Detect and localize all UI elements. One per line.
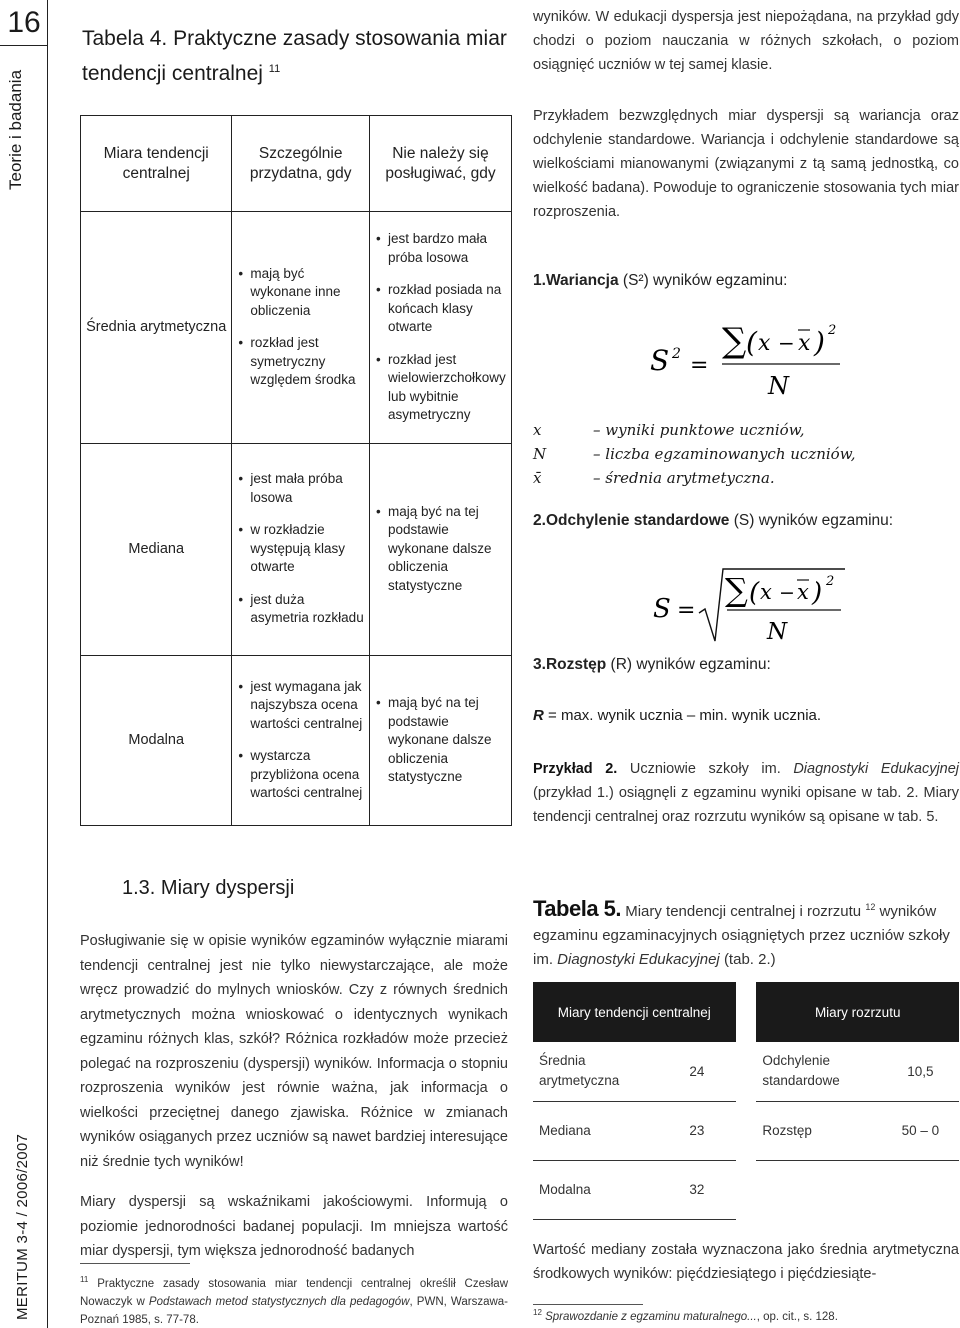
table4-row [81,655,512,826]
table5-cell-label: Rozstęp [756,1101,881,1160]
table5-cell-value: 23 [658,1101,735,1160]
section-name: Teorie i badania [6,69,25,190]
heading-symbol: (S²) [622,272,649,289]
table5-header-spread: Miary rozrzutu [756,982,959,1042]
table5-cell-value: 50 – 0 [882,1101,959,1160]
list-item: • jest wymagana jak najszybsza ocena wartości centralnej [236,678,365,734]
table5 [533,982,959,1220]
footnote-number: 12 [533,1308,542,1317]
heading-number: 2. [533,512,546,529]
std-heading [533,512,893,530]
legend [533,418,856,490]
heading-bold: Wariancja [545,272,619,289]
table5-cell-value: 10,5 [882,1042,959,1101]
table5-header-row [533,982,959,1042]
formula-N: N [768,372,789,400]
table4-header-row [81,116,512,212]
table4-row [81,443,512,655]
footnote-12 [533,1308,838,1323]
heading-number: 3. [533,656,546,673]
formula-lhs: S [653,594,671,624]
legend-desc: – wyniki punktowe uczniów, [593,421,805,439]
paren: ) [812,578,823,608]
sigma-symbol: ∑ [725,571,748,609]
table4-measure: Modalna [81,655,232,826]
table-row [533,1160,959,1219]
left-rail [0,0,48,1328]
formula-exponent: 2 [672,346,681,362]
table4-useful-cell [232,443,370,655]
paren: ( [746,326,757,359]
section-heading: 1.3. Miary dyspersji [122,877,295,899]
table4-avoid-cell [369,212,511,444]
journal-name: MERITUM 3-4 / 2006/2007 [14,1133,31,1320]
table5-cell-label: Mediana [533,1101,658,1160]
table4-avoid-cell [369,655,511,826]
example-italic: Diagnostyki Edukacyjnej [793,761,960,777]
column-gap [736,982,757,1042]
equals-sign: = [677,598,696,623]
legend-symbol: x [533,421,542,439]
equals-sign: = [690,353,709,378]
table4-header-avoid: Nie należy się posługiwać, gdy [369,116,511,212]
table5-caption-text: Miary tendencji centralnej i rozrzutu [625,903,862,920]
paren: ) [814,326,825,359]
heading-number: 1. [533,272,546,289]
paragraph: Przykładem bezwzględnych miar dyspersji są wariancja oraz odchylenie standardowe. Wariancja i odchylenie standardowe są wielkościami mianowanymi (związanymi z tą samą jednostką, co wielkość badana). Powoduje to ograniczenie stosowania tych miar rozproszenia. [533,108,959,220]
list-item: • jest bardzo mała próba losowa [374,230,507,267]
table4-measure: Mediana [81,443,232,655]
variance-heading [533,272,787,290]
table5-cell-label: Odchylenie standardowe [756,1042,881,1101]
heading-bold: Odchylenie standardowe [545,512,730,529]
legend-item [533,466,856,490]
list-item: • jest mała próba losowa [236,470,365,507]
range-symbol: R [533,707,544,724]
paragraph: Wartość mediany została wyznaczona jako średnia arytmetyczna środkowych wyników: pięćdziesiątego i pięćdziesiąte- [533,1242,959,1282]
table4-measure: Średnia arytmetyczna [81,212,232,444]
formula-minus: − [779,582,795,604]
example-text: Uczniowie szkoły im. [629,761,781,777]
range-definition [533,707,821,724]
range-text: = max. wynik ucznia – min. wynik ucznia. [548,707,822,724]
footnote-divider [533,1304,643,1305]
table5-caption-text: wyników egzaminu egzaminacyjnych osiągniętych przez uczniów szkoły im. [533,903,950,968]
table-row [533,1101,959,1160]
legend-desc: – liczba egzaminowanych uczniów, [593,445,856,463]
example-label: Przykład 2. [533,761,618,777]
example-text: (przykład 1.) osiągnęli z egzaminu wyniki opisane w tab. 2. Miary tendencji centralnej oraz rozrzutu wyników są opisane w tab. 5. [533,785,959,825]
footnote-text: Praktyczne zasady stosowania miar tendencji centralnej określił Czesław Nowaczyk w [80,1277,508,1308]
paragraph: Posługiwanie się w opisie wyników egzaminów wyłącznie miarami tendencji centralnej jest nie tylko niewystarczające, ale może wręcz prowadzić do mylnych wniosków. Czy z równych średnich arytmetycznych można wnioskować o identycznych wynikach egzaminu różnych klas, szkół? Różnica rozkładów może przecież polegać na rozproszeniu (dyspersji) wyników. Informacja o stopniu rozproszenia wyników jest równie ważna, jak informacja o wielkości przeciętnej danego zjawiska. Różnice w zmianach wyników osiąganych przez uczniów są nawet bardziej interesujące niż średnie tych wyników! [80,933,508,1170]
table4-row [81,212,512,444]
legend-desc: – średnia arytmetyczna. [593,469,775,487]
legend-item [533,442,856,466]
formula-xbar: x [798,331,811,356]
formula-exponent: 2 [828,323,837,338]
table4-useful-cell [232,212,370,444]
table5-cell-label [756,1160,881,1219]
useful-list [236,265,365,390]
avoid-list [374,230,507,425]
sigma-symbol: ∑ [722,321,747,361]
formula-xbar: x [797,580,809,604]
column-gap [736,1101,757,1160]
table5-cell-label: Średnia arytmetyczna [533,1042,658,1101]
footnote-text: , op. cit., s. 128. [756,1310,838,1323]
legend-symbol: N [533,445,547,463]
list-item: • w rozkładzie występują klasy otwarte [236,521,365,577]
table4-useful-cell [232,655,370,826]
table5-label: Tabela 5. [533,896,622,921]
list-item: • rozkład jest symetryczny względem środka [236,334,365,390]
table5-cell-value: 32 [658,1160,735,1219]
footnote-ref-11[interactable]: 11 [268,63,281,75]
heading-symbol: (R) [610,656,633,673]
list-item: • wystarcza przybliżona ocena wartości centralnej [236,747,365,803]
heading-bold: Rozstęp [545,656,607,673]
table5-caption [533,895,959,972]
useful-list [236,470,365,628]
footnote-11 [80,1271,508,1328]
table4-caption-text: Praktyczne zasady stosowania miar tendencji centralnej [82,27,507,85]
table4-label: Tabela 4. [82,27,168,50]
paragraph: Miary dyspersji są wskaźnikami jakościowymi. Informują o poziomie jednorodności badanej populacji. Im mniejsza wartość miar dyspersji, tym większa jednorodność badanych [80,1194,508,1259]
footnote-ref-12[interactable]: 12 [865,902,876,912]
heading-rest: wyników egzaminu: [758,512,894,529]
table-row [533,1042,959,1101]
table4-caption [82,24,512,89]
list-item: • mają być wykonane inne obliczenia [236,265,365,321]
formula-minus: − [778,331,795,355]
table4 [80,115,512,826]
page-number: 16 [0,0,48,46]
example-paragraph [533,757,959,829]
column-gap [736,1042,757,1101]
avoid-list [374,503,507,596]
table5-caption-text: (tab. 2.) [723,951,776,968]
legend-item [533,418,856,442]
table4-header-useful: Szczególnie przydatna, gdy [232,116,370,212]
list-item: • jest duża asymetria rozkładu [236,591,365,628]
heading-rest: wyników egzaminu: [653,272,788,289]
std-formula [645,555,855,645]
list-item: • rozkład posiada na końcach klasy otwarte [374,281,507,337]
useful-list [236,678,365,803]
paragraph: wyników. W edukacji dyspersja jest niepożądana, na przykład gdy chodzi o poziom nauczania w różnych szkołach, o poziom osiągnięć uczniów w tej samej klasie. [533,9,959,73]
footnote-title: Sprawozdanie z egzaminu maturalnego... [545,1310,757,1323]
formula-N: N [767,619,788,645]
list-item: • rozkład jest wielowierzchołkowy lub wybitnie asymetryczny [374,351,507,425]
heading-symbol: (S) [733,512,755,529]
table4-avoid-cell [369,443,511,655]
table5-cell-value [882,1160,959,1219]
table5-caption-italic: Diagnostyki Edukacyjnej [557,951,720,968]
paren: ( [749,578,760,608]
legend-symbol: x̄ [533,469,542,487]
table5-cell-value: 24 [658,1042,735,1101]
formula-lhs: S [650,344,670,377]
footnote-book-title: Podstawach metod statystycznych dla pedagogów [148,1295,410,1308]
list-item: • mają być na tej podstawie wykonane dalsze obliczenia statystyczne [374,694,507,787]
heading-rest: wyników egzaminu: [636,656,771,673]
footnote-text: , PWN, Warszawa-Poznań 1985, s. 77-78. [80,1295,508,1326]
avoid-list [374,694,507,787]
list-item: • mają być na tej podstawie wykonane dalsze obliczenia statystyczne [374,503,507,596]
column-gap [736,1160,757,1219]
table5-cell-label: Modalna [533,1160,658,1219]
formula-x: x [760,580,772,604]
variance-formula [640,310,860,400]
footnote-number: 11 [80,1275,89,1284]
table5-header-central: Miary tendencji centralnej [533,982,736,1042]
formula-x: x [758,331,771,356]
range-heading [533,656,771,674]
formula-exponent: 2 [826,574,835,589]
table4-header-measure: Miara tendencji centralnej [81,116,232,212]
footnote-divider [80,1263,190,1264]
